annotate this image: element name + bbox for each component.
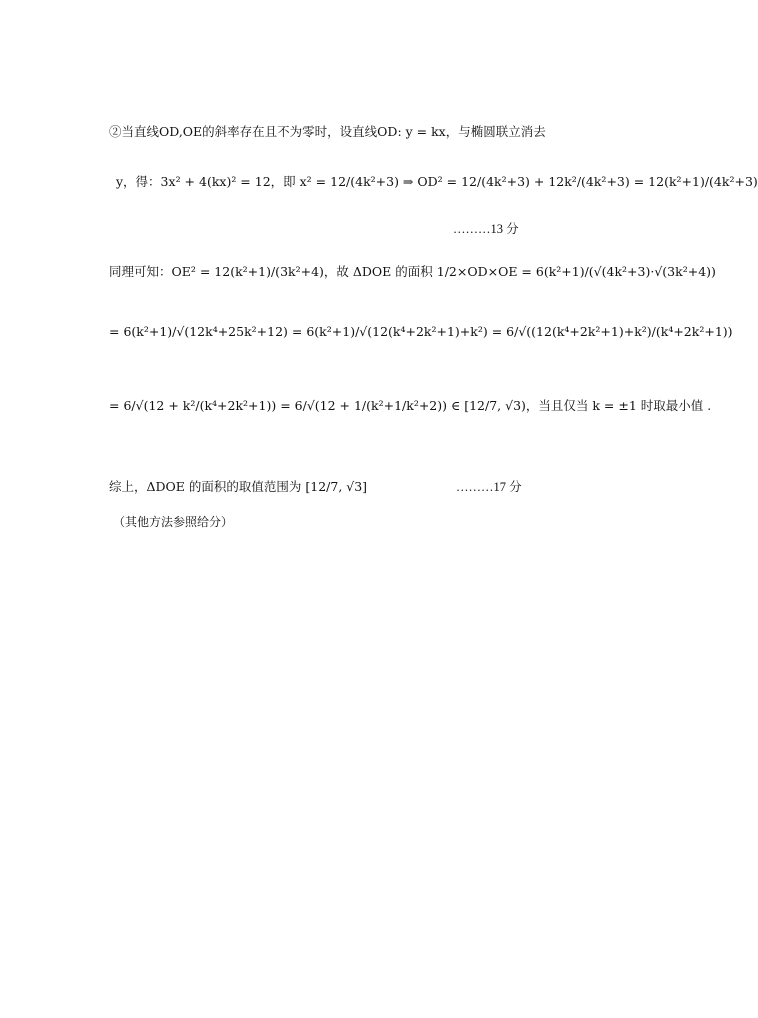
summary-line: 综上，ΔDOE 的面积的取值范围为 [12/7, √3] bbox=[109, 479, 368, 494]
note: （其他方法参照给分） bbox=[113, 515, 234, 529]
line-3: 同理可知：OE² = 12(k²+1)/(3k²+4)，故 ΔDOE 的面积 1/2×OD×OE = 6(k²+1)/(√(4k²+3)·√(3k²+4)) bbox=[109, 264, 716, 279]
line-1: ②当直线OD,OE的斜率存在且不为零时，设直线OD: y = kx，与椭圆联立消去 bbox=[109, 124, 546, 139]
line-5: = 6/√(12 + k²/(k⁴+2k²+1)) = 6/√(12 + 1/(k²+1/k²+2)) ∈ [12/7, √3)，当且仅当 k = ±1 时取最小值 . bbox=[109, 398, 712, 413]
score-17: ………17 分 bbox=[456, 480, 522, 494]
score-13: ………13 分 bbox=[453, 222, 519, 236]
line-4: = 6(k²+1)/√(12k⁴+25k²+12) = 6(k²+1)/√(12(k⁴+2k²+1)+k²) = 6/√((12(k⁴+2k²+1)+k²)/(k⁴+2k²+1)) bbox=[109, 324, 733, 339]
line-2: y，得：3x² + 4(kx)² = 12，即 x² = 12/(4k²+3) ⇒ OD² = 12/(4k²+3) + 12k²/(4k²+3) = 12(k²+1)/(4k²+3) bbox=[116, 174, 758, 189]
